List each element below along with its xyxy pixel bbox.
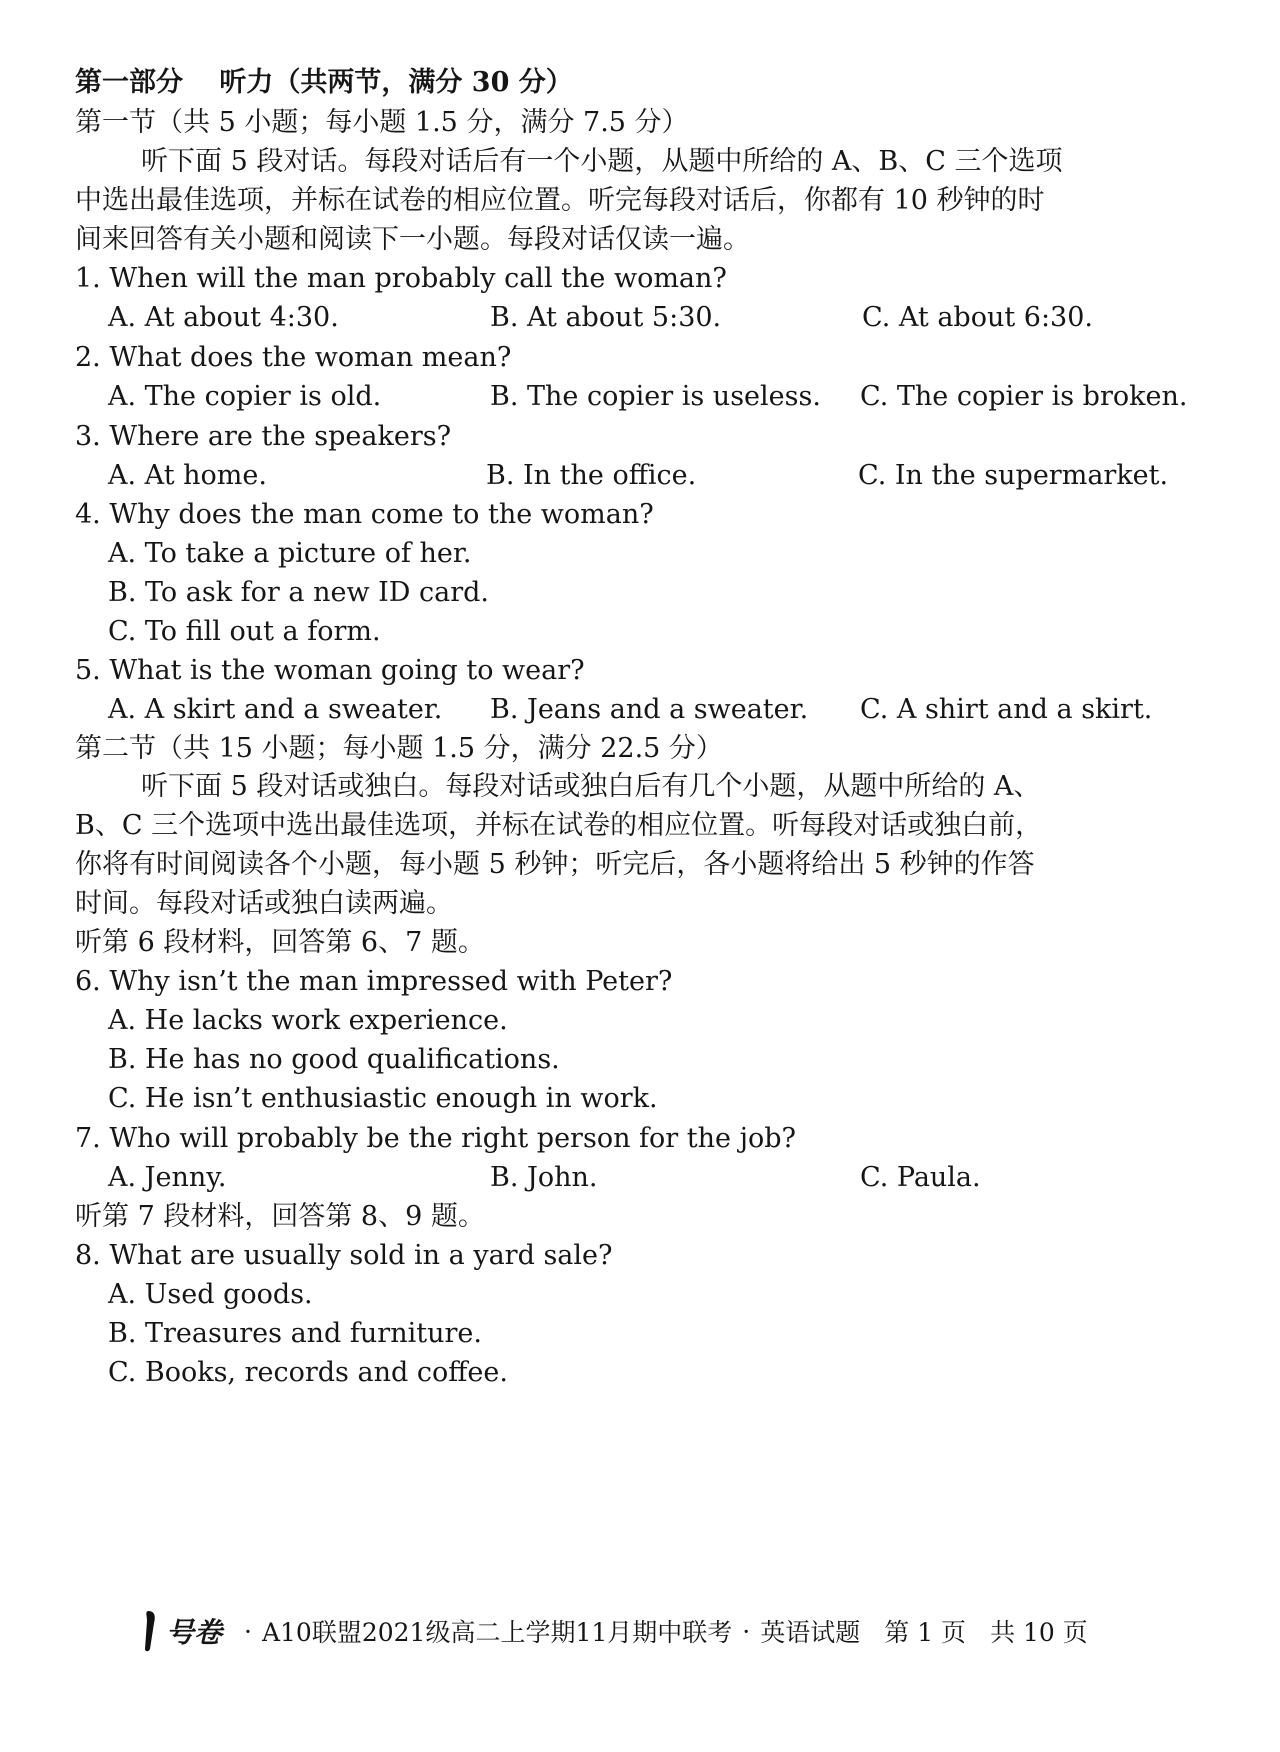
footer-total-pages: 共 10 页 <box>990 1618 1088 1647</box>
footer-exam-name: A10联盟2021级高二上学期11月期中联考 <box>261 1618 733 1647</box>
brand-text: 号卷 <box>166 1616 223 1649</box>
question-5: 5. What is the woman going to wear? <box>75 655 585 686</box>
option-1b: B. At about 5:30. <box>490 302 722 333</box>
option-4a: A. To take a picture of her. <box>108 538 472 569</box>
option-4c: C. To fill out a form. <box>108 616 381 647</box>
option-5c: C. A shirt and a skirt. <box>860 694 1153 725</box>
option-8a: A. Used goods. <box>108 1279 313 1310</box>
option-7a: A. Jenny. <box>108 1162 227 1193</box>
option-7b: B. John. <box>490 1162 598 1193</box>
question-4: 4. Why does the man come to the woman? <box>75 499 654 530</box>
option-6c: C. He isn’t enthusiastic enough in work. <box>108 1083 658 1114</box>
footer-subject: 英语试题 <box>760 1618 861 1647</box>
footer-dot: · <box>244 1616 252 1646</box>
material-7-header: 听第 7 段材料，回答第 8、9 题。 <box>75 1201 485 1232</box>
option-8c: C. Books, records and coffee. <box>108 1357 508 1388</box>
option-3a: A. At home. <box>108 460 267 491</box>
option-4b: B. To ask for a new ID card. <box>108 577 490 608</box>
section1-instruction-line: 间来回答有关小题和阅读下一小题。每段对话仅读一遍。 <box>75 224 750 255</box>
section2-instruction-line: B、C 三个选项中选出最佳选项，并标在试卷的相应位置。听每段对话或独白前， <box>75 810 1043 841</box>
option-2c: C. The copier is broken. <box>860 381 1188 412</box>
brush-stroke-icon <box>140 1609 162 1653</box>
section2-instruction-line: 听下面 5 段对话或独白。每段对话或独白后有几个小题，从题中所给的 A、 <box>141 771 1041 802</box>
option-3b: B. In the office. <box>486 460 697 491</box>
question-2: 2. What does the woman mean? <box>75 342 512 373</box>
question-7: 7. Who will probably be the right person for the job? <box>75 1123 796 1154</box>
question-3: 3. Where are the speakers? <box>75 421 452 452</box>
option-6b: B. He has no good qualifications. <box>108 1044 560 1075</box>
option-5a: A. A skirt and a sweater. <box>108 694 443 725</box>
section2-title: 第二节（共 15 小题；每小题 1.5 分，满分 22.5 分） <box>75 733 723 764</box>
question-1: 1. When will the man probably call the woman? <box>75 263 727 294</box>
question-8: 8. What are usually sold in a yard sale? <box>75 1240 613 1271</box>
option-6a: A. He lacks work experience. <box>108 1005 508 1036</box>
question-6: 6. Why isn’t the man impressed with Peter? <box>75 966 673 997</box>
brand-logo <box>140 1609 222 1653</box>
option-1c: C. At about 6:30. <box>862 302 1093 333</box>
part-title: 第一部分 听力（共两节，满分 30 分） <box>75 67 573 98</box>
option-2a: A. The copier is old. <box>108 381 382 412</box>
option-3c: C. In the supermarket. <box>858 460 1169 491</box>
section1-instruction-line: 听下面 5 段对话。每段对话后有一个小题，从题中所给的 A、B、C 三个选项 <box>141 146 1063 177</box>
option-5b: B. Jeans and a sweater. <box>490 694 809 725</box>
material-6-header: 听第 6 段材料，回答第 6、7 题。 <box>75 927 485 958</box>
section2-instruction-line: 你将有时间阅读各个小题，每小题 5 秒钟；听完后，各小题将给出 5 秒钟的作答 <box>75 849 1035 880</box>
footer-page-number: 第 1 页 <box>884 1618 967 1647</box>
option-1a: A. At about 4:30. <box>108 302 339 333</box>
option-7c: C. Paula. <box>860 1162 981 1193</box>
option-2b: B. The copier is useless. <box>490 381 821 412</box>
section2-instruction-line: 时间。每段对话或独白读两遍。 <box>75 888 453 919</box>
footer-dot: · <box>742 1616 751 1646</box>
option-8b: B. Treasures and furniture. <box>108 1318 482 1349</box>
page-footer <box>140 1603 1088 1659</box>
section1-instruction-line: 中选出最佳选项，并标在试卷的相应位置。听完每段对话后，你都有 10 秒钟的时 <box>75 185 1045 216</box>
section1-title: 第一节（共 5 小题；每小题 1.5 分，满分 7.5 分） <box>75 107 689 138</box>
